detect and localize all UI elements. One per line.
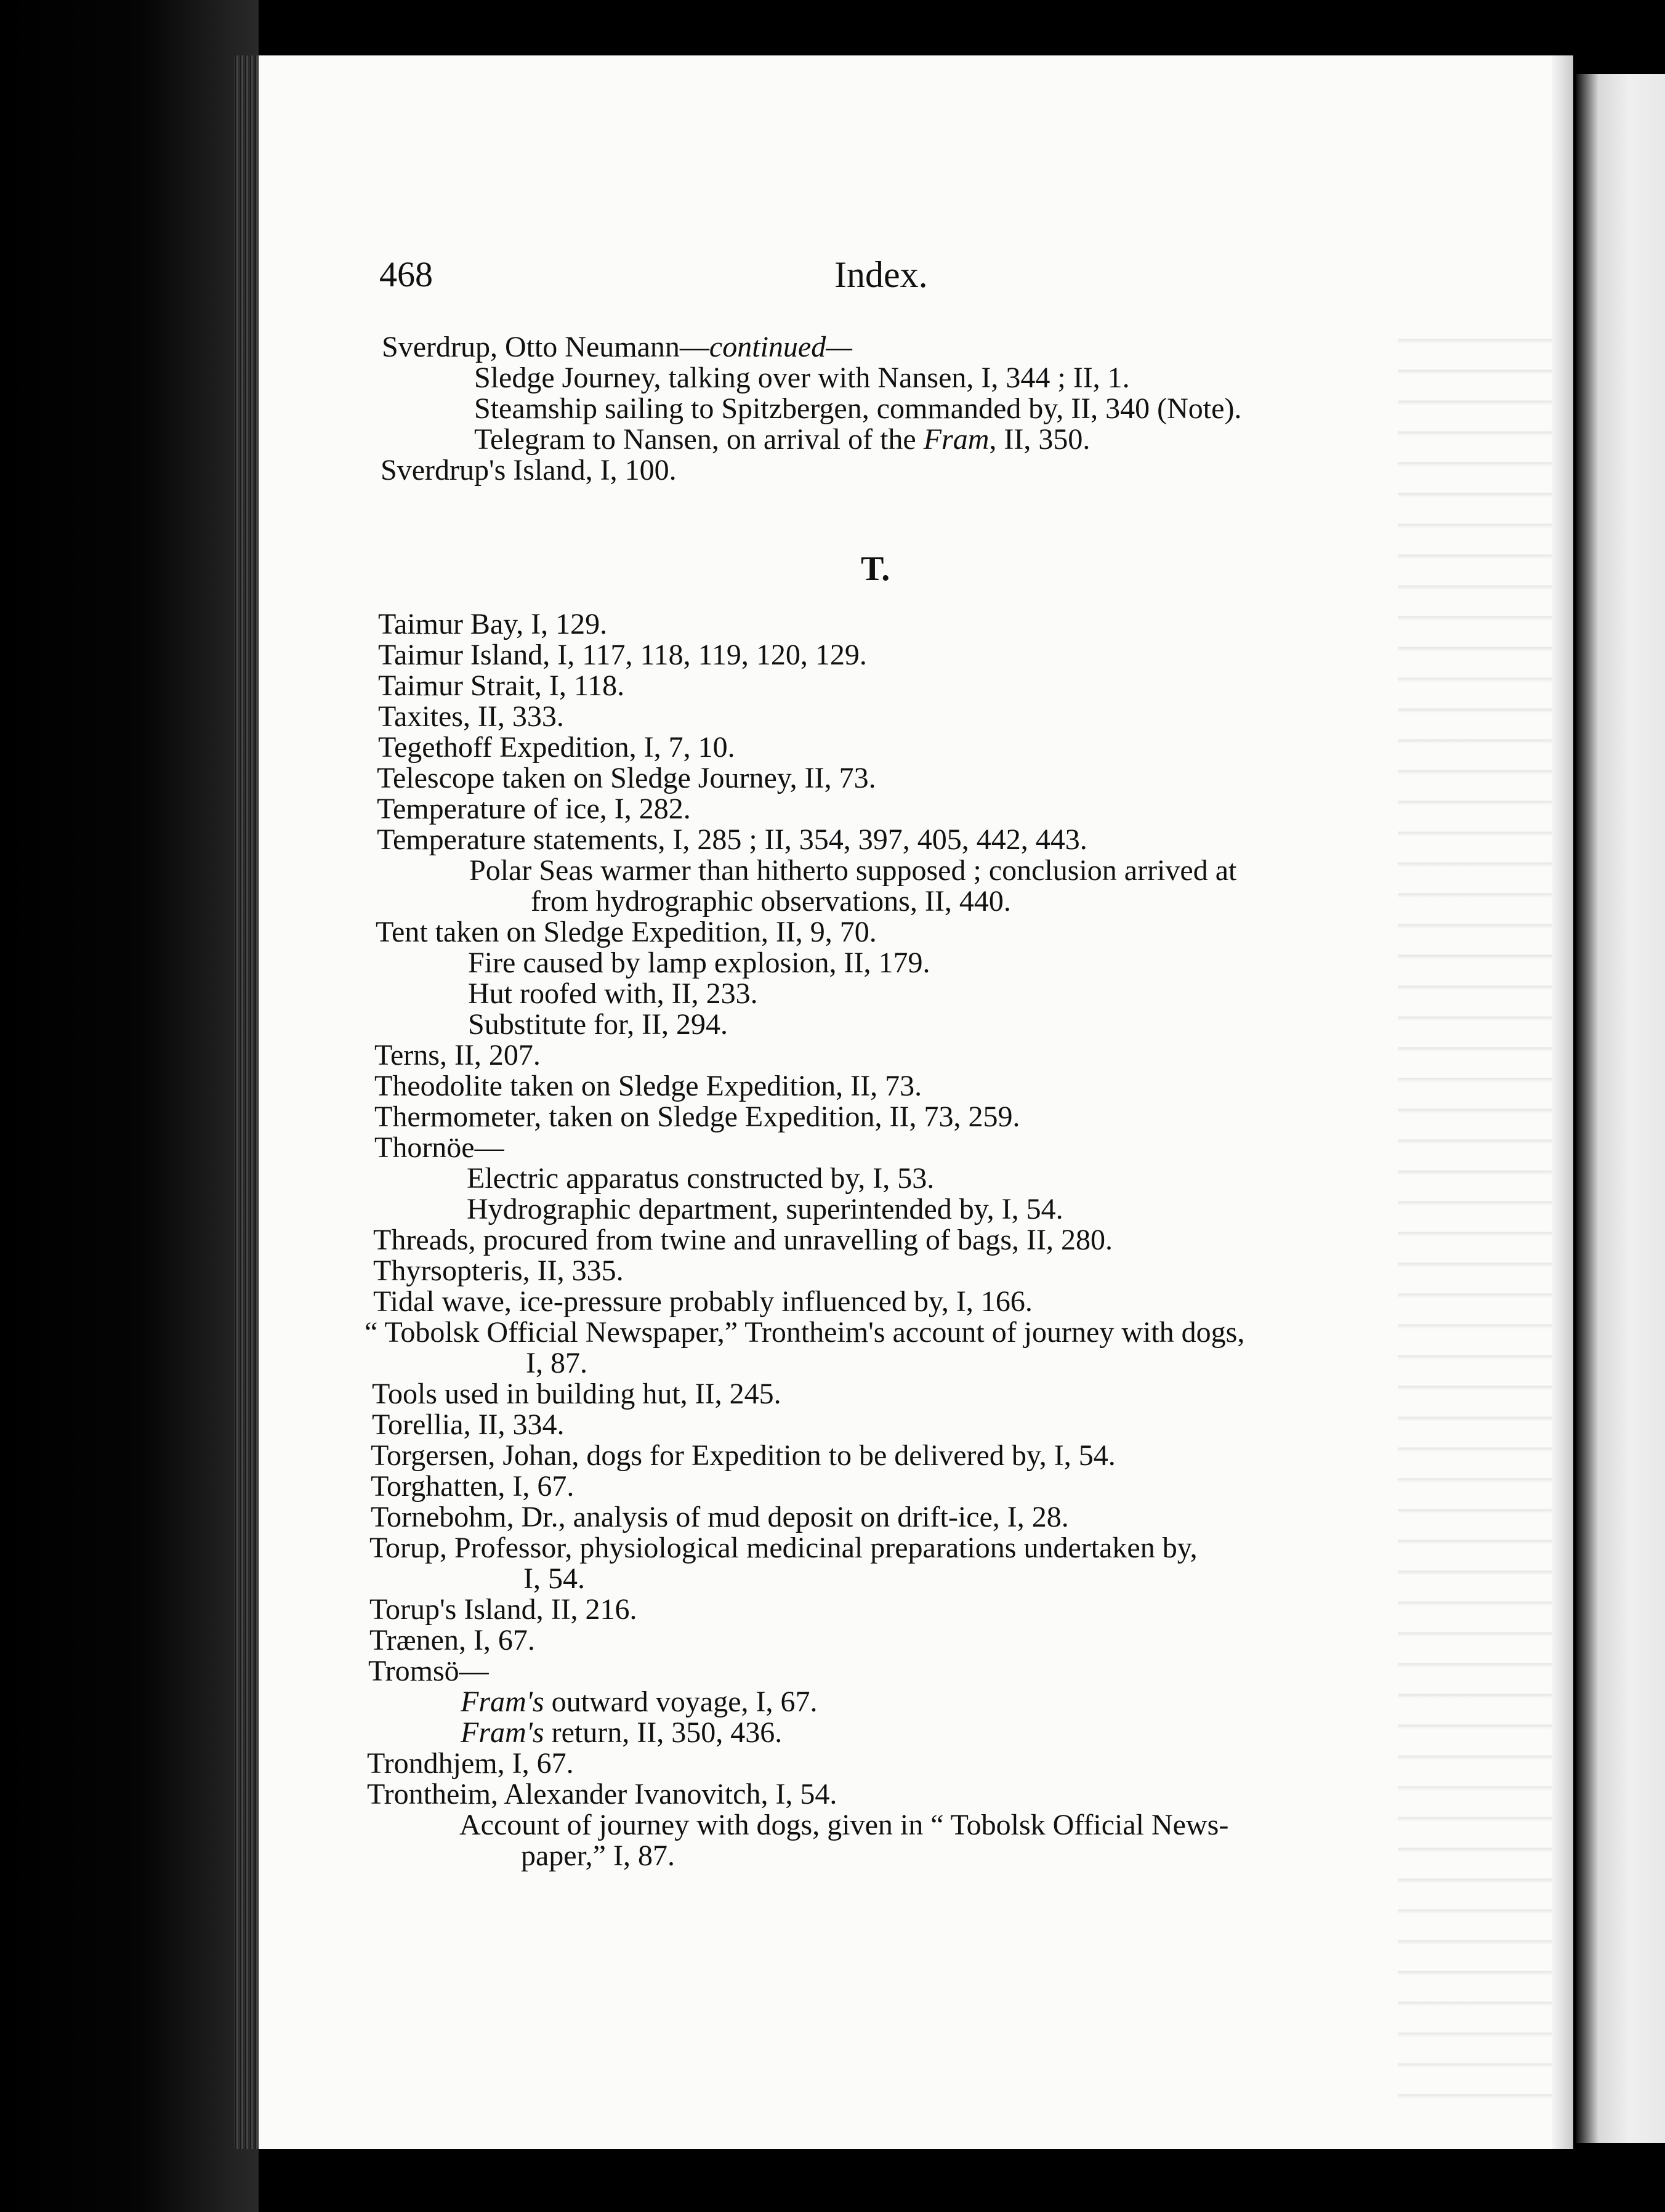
index-subentry: Telegram to Nansen, on arrival of the Fram, II, 350. [474, 423, 1091, 456]
next-page-edge [1576, 74, 1665, 2143]
index-entry: Torgersen, Johan, dogs for Expedition to be delivered by, I, 54. [371, 1439, 1116, 1472]
index-entry: Tornebohm, Dr., analysis of mud deposit on drift-ice, I, 28. [371, 1501, 1069, 1533]
index-entry: Sverdrup, Otto Neumann—continued— [382, 331, 852, 363]
index-entry: Temperature of ice, I, 282. [377, 793, 691, 825]
index-entry: Theodolite taken on Sledge Expedition, II, 73. [374, 1070, 922, 1102]
index-subentry: Fire caused by lamp explosion, II, 179. [468, 947, 930, 979]
page-fold-shadow [1552, 55, 1573, 2149]
index-subentry: paper,” I, 87. [521, 1839, 675, 1872]
index-subentry: from hydrographic observations, II, 440. [531, 885, 1011, 918]
index-entry: Taimur Island, I, 117, 118, 119, 120, 129. [378, 639, 867, 671]
index-entry: Terns, II, 207. [374, 1039, 541, 1072]
index-entry: Torellia, II, 334. [372, 1408, 565, 1441]
index-entry: Telescope taken on Sledge Journey, II, 73. [377, 762, 876, 794]
index-subentry: Hut roofed with, II, 233. [468, 977, 758, 1010]
index-entry: Temperature statements, I, 285 ; II, 354, 397, 405, 442, 443. [377, 823, 1087, 856]
index-entry: Thermometer, taken on Sledge Expedition, II, 73, 259. [374, 1100, 1020, 1133]
index-subentry: Polar Seas warmer than hitherto supposed ; conclusion arrived at [469, 854, 1237, 887]
index-entry: Thornöe— [374, 1131, 504, 1164]
book-binding [0, 0, 259, 2212]
index-subentry: Fram's outward voyage, I, 67. [461, 1685, 818, 1718]
index-entry: Taimur Bay, I, 129. [378, 608, 608, 640]
index-subentry: Hydrographic department, superintended by, I, 54. [467, 1193, 1063, 1225]
index-entry: Tent taken on Sledge Expedition, II, 9, 70. [376, 916, 877, 948]
index-entry: Tromsö— [368, 1655, 489, 1687]
page-edges [234, 55, 259, 2149]
index-subentry: Substitute for, II, 294. [468, 1008, 728, 1041]
index-entry: Taimur Strait, I, 118. [378, 669, 625, 702]
index-subentry: Electric apparatus constructed by, I, 53. [467, 1162, 935, 1195]
index-entry: Trontheim, Alexander Ivanovitch, I, 54. [367, 1778, 837, 1810]
index-subentry: Steamship sailing to Spitzbergen, commanded by, II, 340 (Note). [474, 392, 1242, 425]
index-entry: Torghatten, I, 67. [371, 1470, 574, 1503]
index-entry: Tools used in building hut, II, 245. [372, 1378, 781, 1410]
index-entry: Taxites, II, 333. [378, 700, 564, 733]
index-subentry: Account of journey with dogs, given in “ Tobolsk Official News- [459, 1809, 1229, 1841]
index-entry: Sverdrup's Island, I, 100. [381, 454, 677, 486]
index-entry: Thyrsopteris, II, 335. [373, 1254, 624, 1287]
page-number: 468 [379, 254, 433, 294]
index-entry: Torup's Island, II, 216. [369, 1593, 637, 1626]
running-head: Index. [834, 254, 928, 295]
index-subentry: I, 54. [523, 1562, 585, 1595]
index-entry: Tidal wave, ice-pressure probably influenced by, I, 166. [373, 1285, 1033, 1318]
index-subentry: Sledge Journey, talking over with Nansen, I, 344 ; II, 1. [474, 361, 1130, 394]
index-subentry: I, 87. [526, 1347, 587, 1379]
index-entry: Tegethoff Expedition, I, 7, 10. [378, 731, 735, 764]
index-entry: Trondhjem, I, 67. [367, 1747, 574, 1780]
section-letter: T. [861, 550, 890, 588]
index-entry: Torup, Professor, physiological medicinal preparations undertaken by, [369, 1532, 1198, 1564]
index-subentry: Fram's return, II, 350, 436. [461, 1716, 783, 1749]
show-through-text [1398, 320, 1552, 2106]
index-entry: Threads, procured from twine and unravelling of bags, II, 280. [373, 1224, 1113, 1256]
index-entry: “ Tobolsk Official Newspaper,” Trontheim's account of journey with dogs, [365, 1316, 1245, 1349]
index-entry: Trænen, I, 67. [369, 1624, 535, 1657]
